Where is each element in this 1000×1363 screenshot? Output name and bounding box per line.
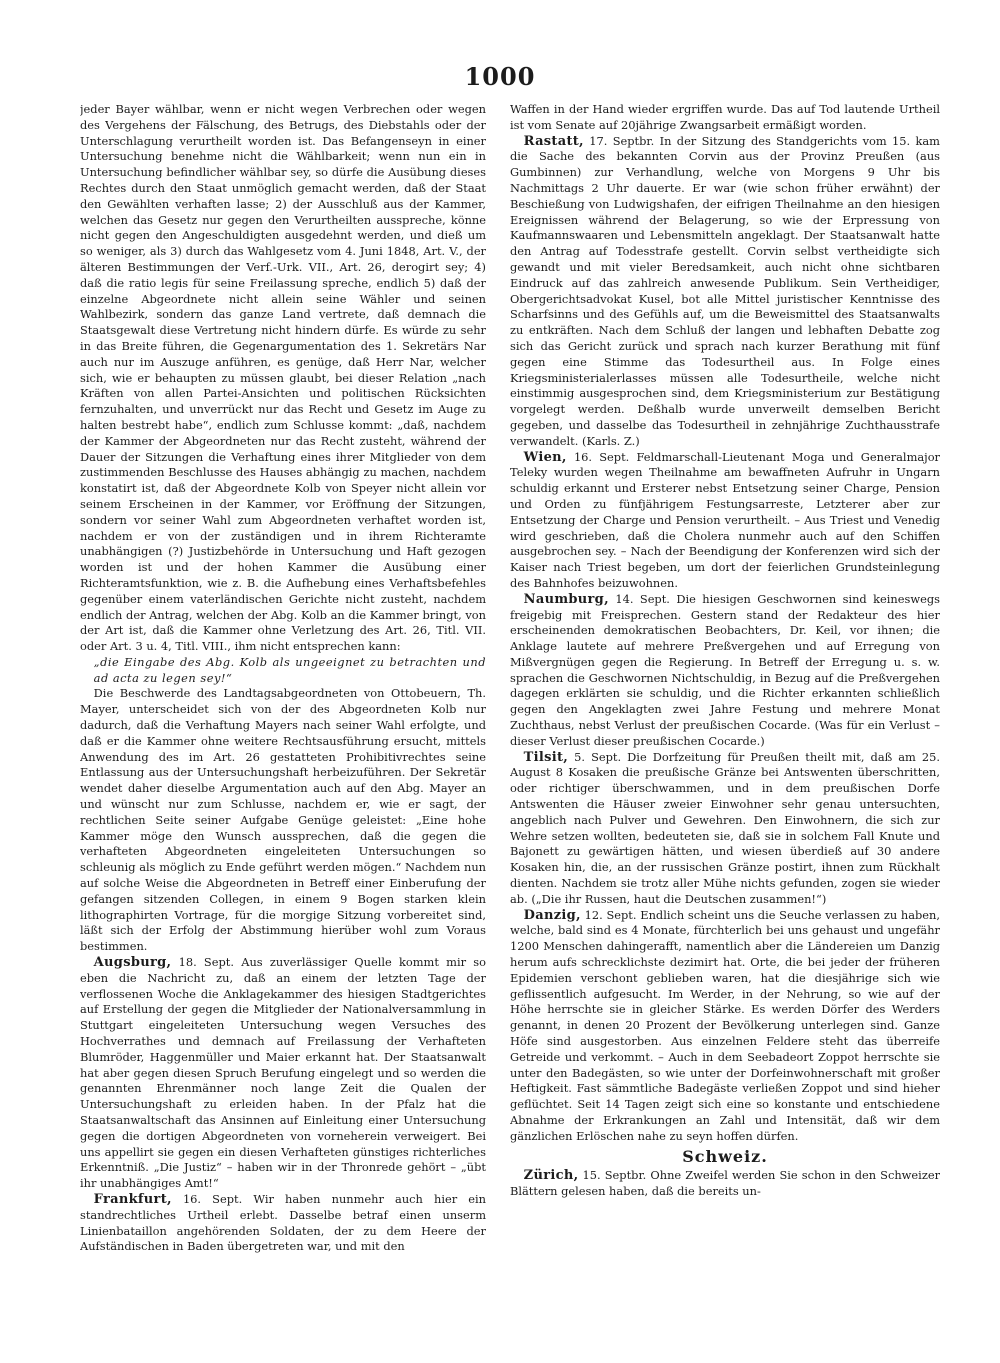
article-text: Feldmarschall-Lieutenant Moga und Generalmajor Teleky wurden wegen Theilnahme am bewaffneten Aufruhr in Ungarn schuldig erkannt und Ersterer nebst Entsetzung seiner Charge, Pension und Orden zu fünfjährigem Festungsarreste, Letzterer aber zur Entsetzung der Charge und Pension verurtheilt. – Aus Triest und Venedig wird geschrieben, daß die Cholera nunmehr auch auf den Schiffen ausgebrochen sey. – Nach der Beendigung der Konferenzen wird sich der Kaiser nach Triest begeben, um dort der feierlichen Grundsteinlegung des Bahnhofes beizuwohnen.: [510, 449, 940, 590]
source-attribution: (Karls. Z.): [582, 433, 640, 448]
news-item-danzig: [510, 908, 940, 1145]
article-text: Endlich scheint uns die Seuche verlassen zu haben, welche, bald sind es 4 Monate, fürchterlich bei uns gehaust und ungefähr 1200 Menschen dahingerafft, namentlich aber die Ländereien um Danzig herum aufs schrecklichste dezimirt hat. Orte, die bei jeder der früheren Epidemien verschont geblieben waren, hat die diesjährige sich wie geflissentlich aufgesucht. Im Werder, in der Nehrung, so wie auf der Höhe herrschte sie in gleicher Stärke. Es werden Dörfer des Werders genannt, in denen 20 Prozent der Bevölkerung unterlegen sind. Ganze Höfe sind ausgestorben. Aus einzelnen Feldere steht das überreife Getreide und verkommt. – Auch in dem Seebadeort Zoppot herrschte sie unter den Badegästen, so wie unter der Dorfeinwohnerschaft mit großer Heftigkeit. Fast sämmtliche Badegäste verließen Zoppot und sind hieher geflüchtet. Seit 14 Tagen zeigt sich eine so konstante und entschiedene Abnahme der Erkrankungen an Zahl und Intensität, daß wir dem gänzlichen Erlöschen nahe zu seyn hoffen dürfen.: [510, 907, 940, 1143]
block-quote: „die Eingabe des Abg. Kolb als ungeeignet zu betrachten und ad acta zu legen sey!“: [93, 654, 486, 685]
dateline-place: Naumburg,: [523, 591, 609, 607]
dateline-place: Rastatt,: [523, 133, 584, 149]
article-text: Waffen in der Hand wieder ergriffen wurde. Das auf Tod lautende Urtheil ist vom Senate auf 20jährige Zwangsarbeit ermäßigt worden.: [510, 102, 940, 132]
dateline-date: 16. Sept.: [182, 1191, 243, 1206]
dateline-date: 18. Sept.: [178, 955, 234, 970]
page-number: 1000: [464, 62, 536, 91]
dateline-place: Zürich,: [523, 1168, 579, 1184]
dateline-date: 17. Septbr.: [589, 133, 655, 148]
dateline-date: 15. Septbr.: [582, 1168, 647, 1183]
section-heading: Schweiz.: [682, 1146, 768, 1166]
news-item-tilsit: [510, 750, 940, 908]
news-item-frankfurt: [80, 1192, 486, 1255]
article-text: Die Dorfzeitung für Preußen theilt mit, daß am 25. August 8 Kosaken die preußische Gränze bei Antswenten überschritten, oder richtiger überschwammen, und in dem preußischen Dorfe Antswenten die Häuser zweier Einwohner sehr genau untersuchten, angeblich nach Pulver und Gewehren. Den Einwohnern, die sich zur Wehre setzen wollten, bedeuteten sie, daß sie in solchem Fall Knute und Bajonett zu gewärtigen hätten, und wiesen überdieß auf 30 andere Kosaken hin, die, an der russischen Gränze postirt, ihnen zum Rückhalt dienten. Nachdem sie trotz aller Mühe nichts gefunden, zogen sie wieder ab. („Die ihr Russen, haut die Deutschen zusammen!“): [510, 749, 940, 906]
news-item-wien: [510, 450, 940, 592]
article-text: Ohne Zweifel werden Sie schon in den Schweizer Blättern gelesen haben, daß die bereits un-: [510, 1168, 940, 1199]
article-text: jeder Bayer wählbar, wenn er nicht wegen Verbrechen oder wegen des Vergehens der Fälschung, des Betrugs, des Diebstahls oder der Unterschlagung verurtheilt worden ist. Das Befangenseyn in einer Untersuchung benehme nicht die Wählbarkeit; wenn nun ein in Untersuchung befindlicher wählbar sey, so dürfe die Ausübung dieses Rechtes durch den Staat unmöglich gemacht werden, daß der Staat den Gewählten verhaften lasse; 2) der Ausschluß aus der Kammer, welchen das Gesetz nur gegen den Verurtheilten ausspreche, könne nicht gegen den Angeschuldigten ausgedehnt werden, und dieß um so weniger, als 3) durch das Wahlgesetz vom 4. Juni 1848, Art. V., der älteren Bestimmungen der Verf.-Urk. VII., Art. 26, derogirt sey; 4) daß die ratio legis für seine Freilassung spreche, endlich 5) daß der einzelne Abgeordnete nicht allein seine Wähler und seinen Wahlbezirk, sondern das ganze Land vertrete, daß demnach die Staatsgewalt diese Vertretung nicht hindern dürfe. Es würde zu sehr in das Breite führen, die Gegenargumentation des 1. Sekretärs Nar auch nur im Auszuge anführen, es genüge, daß Herr Nar, welcher sich, wie er behaupten zu müssen glaubt, bei dieser Relation „nach Kräften von allen Partei-Ansichten und politischen Rücksichten fernzuhalten, und unverrückt nur das Recht und Gesetz im Auge zu halten bestrebt habe“, endlich zum Schlusse kommt: „daß, nachdem der Kammer der Abgeordneten nur das Recht zusteht, während der Dauer der Sitzungen die Verhaftung eines ihrer Mitglieder von dem zustimmenden Beschlusse des Hauses abhängig zu machen, nachdem konstatirt ist, daß der Abgeordnete Kolb von Speyer nicht allein vor seinem Erscheinen in der Kammer, vor Eröffnung der Sitzungen, sondern vor seiner Wahl zum Abgeordneten verhaftet worden ist, nachdem er von der zuständigen und in ihrem Richteramte unabhängigen (?) Justizbehörde in Untersuchung und Haft gezogen worden ist und der hohen Kammer die Ausübung einer Richteramtsfunktion, wie z. B. die Aufhebung eines Verhaftsbefehles gegenüber einem vaterländischen Gerichte nicht zusteht, nachdem endlich der Antrag, welchen der Abg. Kolb an die Kammer bringt, von der Art ist, daß die Kammer ohne Verletzung des Art. 26, Titl. VII. oder Art. 3 u. 4, Titl. VIII., ihm nicht entsprechen kann:: [80, 102, 486, 654]
article-text: Wir haben nunmehr auch hier ein standrechtliches Urtheil erlebt. Dasselbe betraf einen unserm Linienbataillon angehörenden Soldaten, der zu dem Heere der Aufständischen in Baden übergetreten war, und mit den: [80, 1191, 486, 1254]
dateline-place: Wien,: [523, 449, 567, 465]
article-text: In der Sitzung des Standgerichts vom 15. kam die Sache des bekannten Corvin aus der Provinz Preußen (aus Gumbinnen) zur Verhandlung, welche von Morgens 9 Uhr bis Nachmittags 2 Uhr dauerte. Er war (wie schon früher erwähnt) der Beschießung von Ludwigshafen, der eifrigen Theilnahme an den hiesigen Ereignissen während der Belagerung, so wie der Erpressung von Kaufmannswaaren und Lebensmitteln angeklagt. Der Staatsanwalt hatte den Antrag auf Todesstrafe gestellt. Corvin selbst vertheidigte sich gewandt und mit vieler Beredsamkeit, auch nicht ohne sichtbaren Eindruck auf das zahlreich anwesende Publikum. Sein Vertheidiger, Obergerichtsadvokat Kusel, bot alle Mittel juristischer Kenntnisse des Scharfsinns und des Gefühls auf, um die Beweismittel des Staatsanwalts zu entkräften. Nach dem Schluß der langen und lebhaften Debatte zog sich das Gericht zurück und sprach nach kurzer Berathung mit fünf gegen eine Stimme das Todesurtheil aus. In Folge eines Kriegsministerialerlasses müssen alle Todesurtheile, welche nicht einstimmig ausgesprochen sind, dem Kriegsministerium zur Bestätigung vorgelegt werden. Deßhalb wurde unverweilt demselben Bericht gegeben, und dasselbe das Todesurtheil in zehnjährige Zuchthausstrafe verwandelt.: [510, 133, 940, 448]
article-text: Die Beschwerde des Landtagsabgeordneten von Ottobeuern, Th. Mayer, unterscheidet sich von der des Abgeordneten Kolb nur dadurch, daß die Verhaftung Mayers nach seiner Wahl erfolgte, und daß er die Kammer ohne weitere Rechtsausführung ersucht, mittels Anwendung des im Art. 26 gestatteten Prohibitivrechtes seine Entlassung aus der Untersuchungshaft herbeizuführen. Der Sekretär wendet daher dieselbe Argumentation auch auf den Abg. Mayer an und wünscht nur zum Schlusse, nachdem er, wie er sagt, der rechtlichen Seite seiner Aufgabe Genüge geleistet: „Eine hohe Kammer möge den Wunsch aussprechen, daß die gegen die verhafteten Abgeordneten eingeleiteten Untersuchungen so schleunig als möglich zu Ende geführt werden mögen.“ Nachdem nun auf solche Weise die Abgeordneten in Betreff einer Einberufung der gefangen sitzenden Collegen, in einem 9 Bogen starken klein lithographirten Vortrage, für die morgige Sitzung vorbereitet sind, läßt sich der Erfolg der Abstimmung hierüber wohl zum Voraus bestimmen.: [80, 686, 486, 954]
news-item-augsburg: [80, 955, 486, 1192]
news-item-zurich: [510, 1168, 940, 1200]
news-item-naumburg: [510, 592, 940, 750]
news-item-rastatt: [510, 134, 940, 450]
article-text: Die hiesigen Geschwornen sind keineswegs freigebig mit Freisprechen. Gestern stand der Redakteur des hier erscheinenden demokratischen Beobachters, Dr. Keil, vor ihnen; die Anklage lautete auf mehrere Preßvergehen und auf Erregung von Mißvergnügen gegen die Regierung. In Betreff der Erregung u. s. w. sprachen die Geschwornen Nichtschuldig, in Bezug auf die Preßvergehen dagegen erklärten sie schuldig, und die Richter erkannten schließlich gegen den Angeklagten zwei Jahre Festung und mehrere Monat Zuchthaus, nebst Verlust der preußischen Cocarde. (Was für ein Verlust – dieser Verlust dieser preußischen Cocarde.): [510, 591, 940, 748]
dateline-date: 14. Sept.: [615, 591, 670, 606]
article-text: Aus zuverlässiger Quelle kommt mir so eben die Nachricht zu, daß an einem der letzten Tage der verflossenen Woche die Anklagekammer des hiesigen Stadtgerichtes auf Erstellung der gegen die Mitglieder der Nationalversammlung in Stuttgart eingeleiteten Untersuchung wegen Versuches des Hochverrathes und demnach auf Freilassung der Verhafteten Blumröder, Haggenmüller und Maier erkannt hat. Der Staatsanwalt hat aber gegen diesen Spruch Berufung eingelegt und so werden die genannten Ehrenmänner noch lange Zeit die Qualen der Untersuchungshaft zu erleiden haben. In der Pfalz hat die Staatsanwaltschaft das Ansinnen auf Einleitung einer Untersuchung gegen die dortigen Abgeordneten von vorneherein verweigert. Bei uns appellirt sie gegen ein diesen Verhafteten günstiges richterliches Erkenntniß. „Die Justiz“ – haben wir in der Thronrede gehört – „übt ihr unabhängiges Amt!“: [80, 955, 486, 1191]
dateline-place: Augsburg,: [93, 955, 172, 971]
right-column: [510, 102, 940, 1334]
dateline-place: Tilsit,: [523, 749, 569, 765]
left-column: [80, 102, 486, 1334]
dateline-date: 16. Sept.: [573, 449, 630, 464]
dateline-place: Danzig,: [523, 907, 581, 923]
dateline-date: 5. Sept.: [574, 749, 622, 764]
dateline-place: Frankfurt,: [93, 1191, 172, 1207]
dateline-date: 12. Sept.: [584, 907, 637, 922]
